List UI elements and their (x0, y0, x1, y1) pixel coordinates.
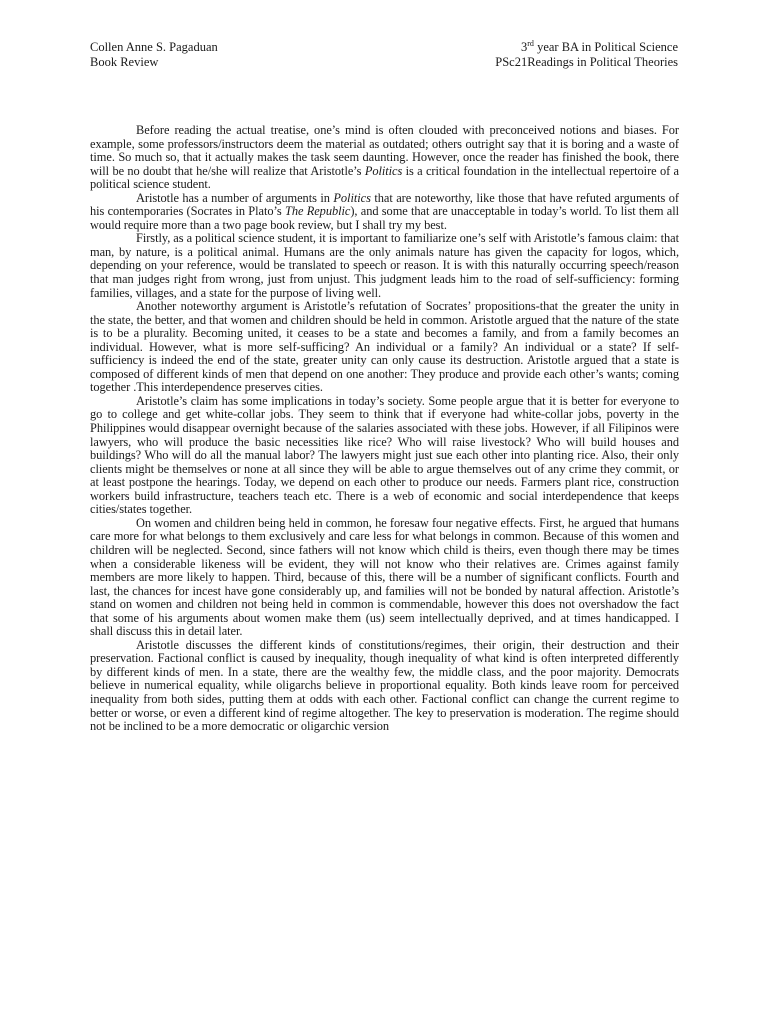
paragraph (90, 639, 679, 734)
document-type: Book Review (90, 55, 159, 69)
italic-title-text: The Republic (284, 204, 351, 219)
header-row-1 (90, 40, 678, 55)
author-name: Collen Anne S. Pagaduan (90, 40, 218, 54)
paragraph-text: Aristotle has a number of arguments in (136, 190, 334, 205)
italic-title-text: Politics (333, 190, 371, 205)
page-header (90, 40, 678, 70)
year-program: year BA in Political Science (533, 40, 678, 54)
paragraph (90, 395, 679, 517)
course-title: PSc21Readings in Political Theories (495, 55, 678, 69)
review-body (90, 124, 679, 734)
header-row-2 (90, 55, 678, 70)
paragraph (90, 124, 679, 192)
year-number: 3 (521, 40, 528, 54)
paragraph-text: that are noteworthy, like those that have refuted arguments of his contemporaries (Socrates in Plato’s (90, 190, 680, 219)
paragraph-text: is a critical foundation in the intellectual repertoire of a political science student. (90, 163, 679, 192)
student-year (521, 40, 678, 55)
paragraph-text: Firstly, as a political science student, it is important to familiarize one’s self with Aristotle’s famous claim: that man, by nature, is a political animal. Humans are the only animals nature has given the capacity for logos, which, depending on your reference, would be translated to speech or reason. It is with this naturally occurring speech/reason that man judges right from wrong, just from unjust. This judgment leads him to the road of self-sufficiency: forming families, villages, and a state for the purpose of living well. (90, 231, 679, 300)
paragraph (90, 300, 679, 395)
year-ordinal: rd (527, 38, 534, 48)
paragraph (90, 517, 679, 639)
paragraph-text: Aristotle discusses the different kinds of constitutions/regimes, their origin, their destruction and their preservation. Factional conflict is caused by inequality, though inequality of what kind is often interpreted differently by different kinds of men. In a state, there are the wealthy few, the middle class, and the poor majority. Democrats believe in numerical equality, while oligarchs believe in proportional equality. Both kinds leave room for perceived inequality from both sides, putting them at odds with each other. Factional conflict can change the current regime to better or worse, or even a different kind of regime altogether. The key to preservation is moderation. The regime should not be inclined to be a more democratic or oligarchic version (90, 637, 679, 734)
paragraph-text: Another noteworthy argument is Aristotle’s refutation of Socrates’ propositions-that the greater the unity in the state, the better, and that women and children should be held in common. Aristotle argued that the nature of the state is to be a plurality. Becoming united, it ceases to be a state and becomes a family, and from a family becomes an individual. However, what is more self-sufficing? An individual or a family? An individual or a state? If self-sufficiency is indeed the end of the state, greater unity can only cause its destruction. Aristotle argued that a state is composed of different kinds of men that depend on one another: They produce and provide each other’s wants; coming together .This interdependence preserves cities. (90, 299, 679, 395)
paragraph-text: Aristotle’s claim has some implications in today’s society. Some people argue that it is better for everyone to go to college and get white-collar jobs. They seem to think that if everyone had white-collar jobs, poverty in the Philippines would disappear overnight because of the salaries associated with these jobs. However, if all Filipinos were lawyers, who will produce the basic necessities like rice? Who will raise livestock? Who will build houses and buildings? Who will do all the manual labor? The lawyers might just sue each other into planting rice. Also, their only clients might be themselves or none at all since they will be able to argue themselves out of any crime they commit, or at least postpone the hearings. Today, we depend on each other to produce our needs. Farmers plant rice, construction workers build infrastructure, teachers teach etc. There is a web of economic and social interdependence that keeps cities/states together. (90, 393, 679, 517)
paragraph (90, 232, 679, 300)
paragraph-text: On women and children being held in common, he foresaw four negative effects. First, he argued that humans care more for what belongs to them exclusively and care less for what belongs in common. Because of this women and children will be neglected. Second, since fathers will not know which child is theirs, even though there may be times when a considerable likeness will be evident, they will not know who their relatives are. Crimes against family members are more likely to happen. Third, because of this, there will be a number of significant conflicts. Fourth and last, the chances for incest have gone considerably up, and families will not be bonded by natural affection. Aristotle’s stand on women and children not being held in common is commendable, however this does not overshadow the fact that some of his arguments about women make them (us) seem intellectually deprived, and at times handicapped. I shall discuss this in detail later. (90, 515, 679, 639)
paragraph-text: Before reading the actual treatise, one’s mind is often clouded with preconceived notions and biases. For example, some professors/instructors deem the material as outdated; others outright say that it is boring and a waste of time. So much so, that it actually makes the task seem daunting. However, once the reader has finished the book, there will be no doubt that he/she will realize that Aristotle’s (90, 123, 679, 178)
paragraph-text: ), and some that are unacceptable in today’s world. To list them all would require more than a two page book review, but I shall try my best. (90, 204, 679, 232)
paragraph (90, 192, 679, 233)
italic-title-text: Politics (364, 163, 403, 178)
